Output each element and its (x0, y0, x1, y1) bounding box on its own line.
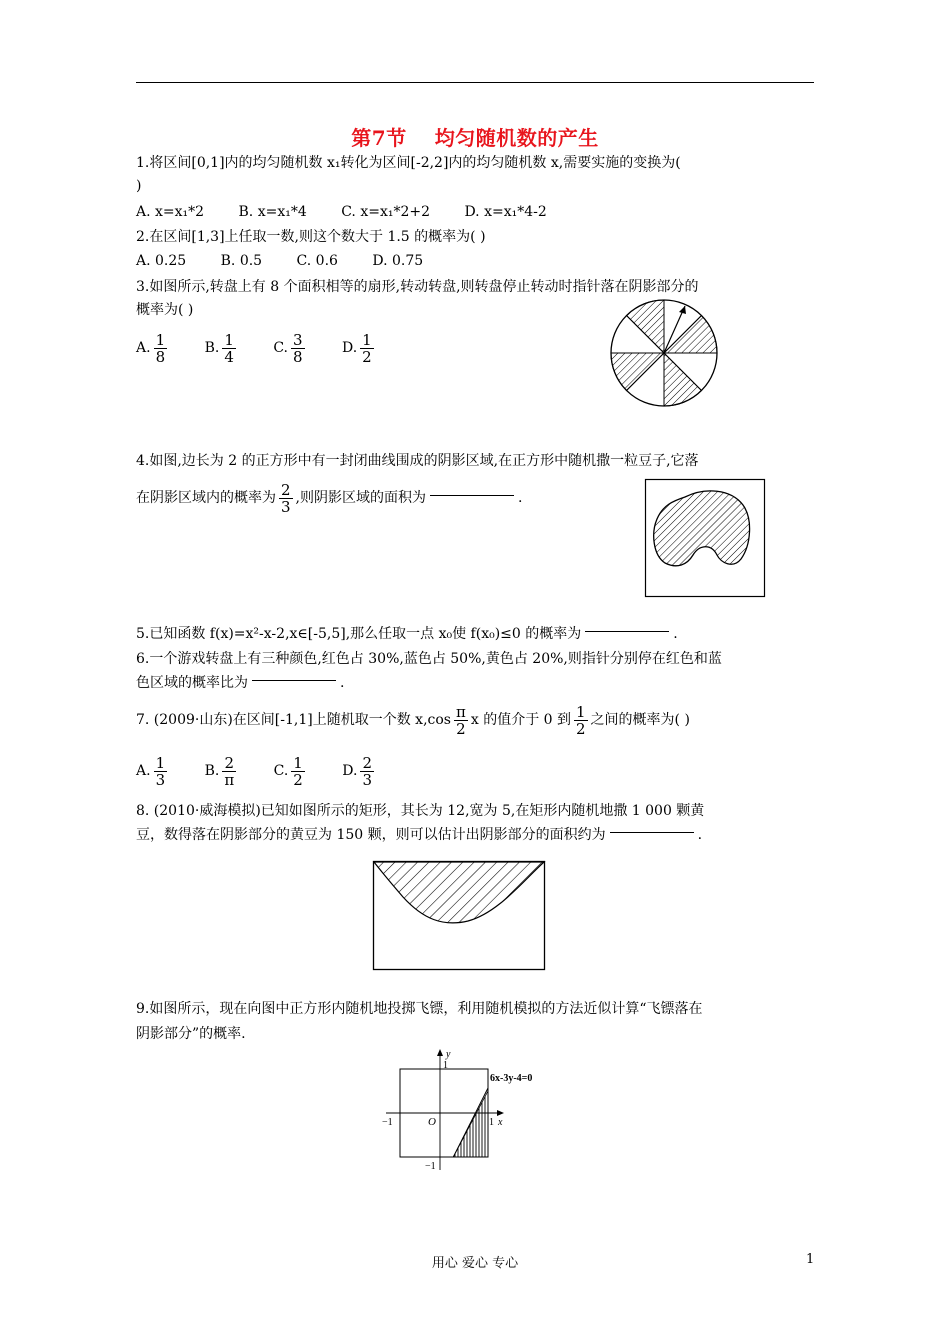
shaded-sector (664, 353, 702, 406)
tick-1-top: 1 (443, 1060, 448, 1071)
q6-line1: 6.一个游戏转盘上有三种颜色,红色占 30%,蓝色占 50%,黄色占 20%,则指针分别停在红色和蓝 (136, 651, 722, 667)
q7-text-b: x 的值介于 0 到 (470, 712, 571, 728)
q7-line1 (136, 700, 690, 740)
q3-line1: 3.如图所示,转盘上有 8 个面积相等的扇形,转动转盘,则转盘停止转动时指针落在阴影部分的 (136, 279, 699, 295)
page-footer: 用心 爱心 专心 (431, 1256, 519, 1271)
q4-text-a: 在阴影区域内的概率为 (136, 490, 276, 506)
numerator: 2 (224, 753, 235, 772)
numerator: 1 (155, 753, 166, 772)
q7-option-d (342, 751, 377, 791)
q8-text: 豆，数得落在阴影部分的黄豆为 150 颗，则可以估计出阴影部分的面积约为 (136, 827, 606, 843)
q7-option-c-label: C. (273, 763, 289, 779)
q1-option-b: B. x=x₁*4 (238, 204, 307, 220)
q3-option-d-label: D. (341, 340, 358, 356)
q2-option-a: A. 0.25 (136, 253, 187, 269)
q6-text: 色区域的概率比为 (136, 675, 248, 691)
q1-option-c: C. x=x₁*2+2 (341, 204, 430, 220)
q7-fraction-pi-over-2 (454, 704, 468, 737)
numerator: 1 (576, 702, 586, 721)
q1-option-d: D. x=x₁*4-2 (464, 204, 547, 220)
q7-options (136, 751, 407, 791)
denominator: 2 (576, 719, 586, 738)
q3-option-d (342, 328, 377, 368)
y-label: y (446, 1049, 451, 1060)
shaded-region (654, 491, 750, 566)
q6-end: . (340, 675, 345, 691)
q3-option-c-label: C. (273, 340, 288, 356)
q3-option-a-fraction (154, 332, 168, 365)
q3-options (136, 328, 407, 368)
origin-label: O (428, 1116, 436, 1128)
q3-option-c-fraction (291, 332, 305, 365)
numerator: 1 (362, 330, 372, 349)
shaded-region (374, 862, 544, 923)
numerator: 1 (293, 753, 303, 772)
q5-text: 5.已知函数 f(x)=x²-x-2,x∈[-5,5],那么任取一点 x₀使 f(x₀)≤0 的概率为 (136, 626, 582, 642)
q6-line2 (136, 673, 344, 693)
q7-option-a-label: A. (136, 763, 151, 779)
denominator: 4 (224, 347, 234, 366)
numerator: 2 (362, 753, 373, 772)
denominator: 8 (155, 347, 166, 366)
q7-text-c: 之间的概率为( ) (590, 712, 690, 728)
q4-line1: 4.如图,边长为 2 的正方形中有一封闭曲线围成的阴影区域,在正方形中随机撒一粒豆子,它落 (136, 453, 699, 469)
section-name: 均匀随机数的产生 (434, 126, 599, 150)
q1-line2: ) (136, 178, 142, 194)
answer-blank[interactable] (585, 631, 669, 632)
tick-neg1-left: −1 (382, 1117, 393, 1128)
numerator: 1 (155, 330, 166, 349)
q8-line2 (136, 825, 702, 845)
page-title (0, 122, 950, 151)
answer-blank[interactable] (610, 832, 694, 833)
q7-option-b-label: B. (204, 763, 220, 779)
q7-option-b-fraction (222, 755, 236, 788)
denominator: 3 (155, 770, 166, 789)
q7-option-a-fraction (154, 755, 168, 788)
denominator: 2 (362, 347, 372, 366)
denominator: 3 (362, 770, 373, 789)
q1-options (136, 202, 577, 222)
page-number: 1 (806, 1252, 815, 1267)
q5-line (136, 624, 678, 644)
q3-line2: 概率为( ) (136, 302, 194, 318)
q2-option-b: B. 0.5 (220, 253, 263, 269)
answer-blank[interactable] (252, 680, 336, 681)
denominator: π (224, 770, 235, 789)
q4-line2 (136, 478, 522, 518)
equation-label: 6x-3y-4=0 (490, 1073, 533, 1084)
q2-option-c: C. 0.6 (296, 253, 338, 269)
q7-fraction-half (574, 704, 588, 737)
q1-option-a: A. x=x₁*2 (136, 204, 205, 220)
q7-option-d-label: D. (342, 763, 358, 779)
q7-option-a (136, 751, 170, 791)
q2-options (136, 251, 453, 271)
tick-neg1-bottom: −1 (425, 1161, 436, 1172)
q4-text-b: ,则阴影区域的面积为 (295, 490, 426, 506)
q7-option-d-fraction (360, 755, 374, 788)
denominator: 8 (292, 347, 303, 366)
rectangle-figure (373, 861, 545, 971)
denominator: 2 (293, 770, 303, 789)
coordinate-figure (376, 1047, 566, 1179)
q3-option-c (273, 328, 307, 368)
q3-option-b-fraction (222, 332, 236, 365)
denominator: 3 (281, 497, 291, 516)
q7-option-c (274, 751, 308, 791)
x-label: x (498, 1117, 503, 1128)
q9-line2: 阴影部分”的概率. (136, 1026, 246, 1042)
spinner-figure (609, 298, 719, 408)
shaded-sector (611, 353, 664, 391)
q4-text-c: . (518, 490, 523, 506)
q4-fraction (279, 482, 293, 515)
numerator: 1 (224, 330, 234, 349)
header-rule (136, 82, 814, 83)
q1-line1: 1.将区间[0,1]内的均匀随机数 x₁转化为区间[-2,2]内的均匀随机数 x,需要实施的变换为( (136, 155, 681, 171)
shaded-sector (627, 300, 665, 353)
q7-option-b (205, 751, 240, 791)
denominator: 2 (454, 720, 468, 737)
q8-end: . (697, 827, 703, 843)
q5-end: . (673, 626, 678, 642)
q3-option-b-label: B. (204, 340, 220, 356)
numerator: 3 (292, 330, 303, 349)
q3-option-d-fraction (360, 332, 374, 365)
q3-option-b (205, 328, 239, 368)
q7-option-c-fraction (291, 755, 305, 788)
tick-1-right: 1 (489, 1117, 494, 1128)
q7-text-a: 7. (2009·山东)在区间[-1,1]上随机取一个数 x,cos (136, 712, 451, 728)
q3-option-a (136, 328, 170, 368)
blob-figure (645, 479, 765, 597)
numerator: 2 (281, 480, 291, 499)
numerator: π (455, 702, 466, 721)
section-number: 第7节 (351, 126, 407, 150)
q2-option-d: D. 0.75 (372, 253, 424, 269)
q9-line1: 9.如图所示，现在向图中正方形内随机地投掷飞镖，利用随机模拟的方法近似计算“飞镖落在 (136, 1001, 703, 1017)
answer-blank[interactable] (430, 495, 514, 496)
q2-line1: 2.在区间[1,3]上任取一数,则这个数大于 1.5 的概率为( ) (136, 229, 486, 245)
q8-line1: 8. (2010·威海模拟)已知如图所示的矩形，其长为 12,宽为 5,在矩形内随机地撒 1 000 颗黄 (136, 803, 705, 819)
q3-option-a-label: A. (136, 340, 151, 356)
